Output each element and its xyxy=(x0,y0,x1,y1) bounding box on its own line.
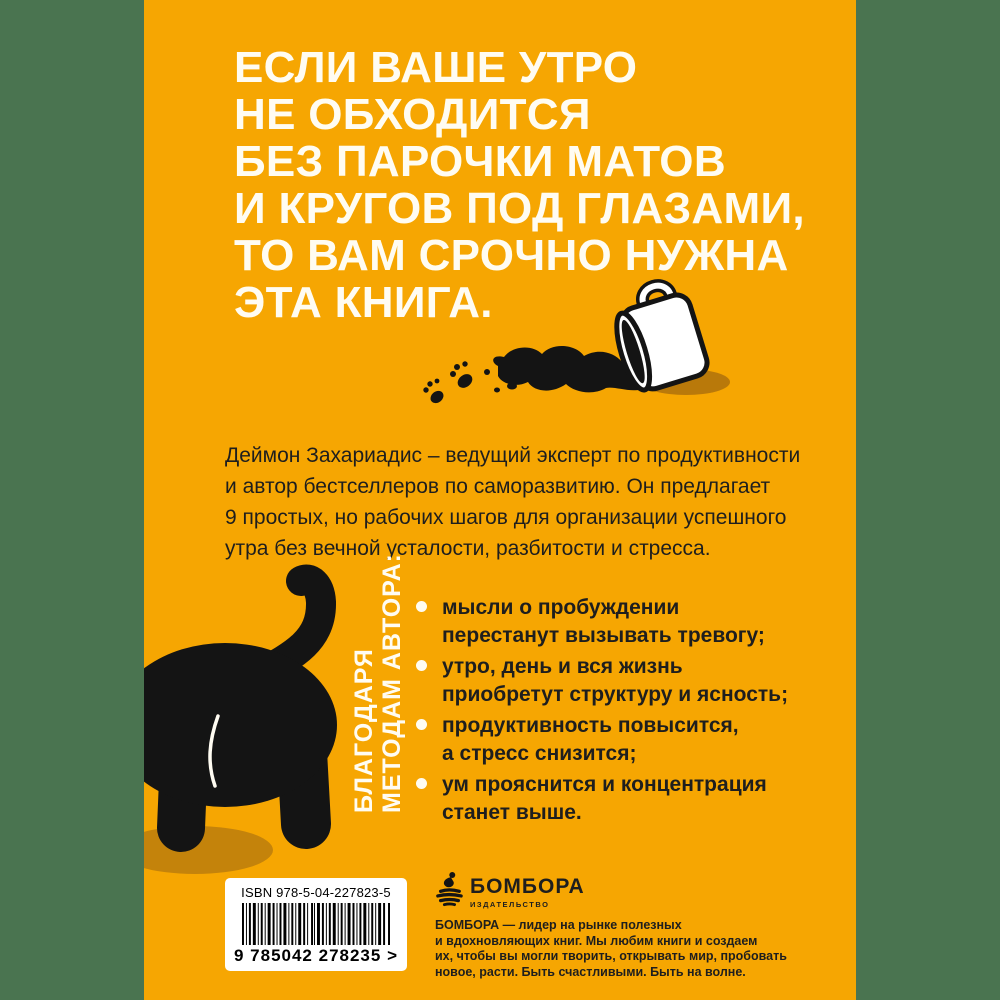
text-line: утро, день и вся жизнь xyxy=(442,655,683,678)
barcode-icon xyxy=(242,903,390,945)
spilled-coffee-mug-illustration xyxy=(390,272,740,412)
headline-line: ЕСЛИ ВАШЕ УТРО xyxy=(234,43,638,92)
benefits-list xyxy=(414,594,788,830)
barcode-number: 9 785042 278235 > xyxy=(233,946,398,965)
isbn-text: ISBN 978-5-04-227823-5 xyxy=(241,885,391,900)
bombora-logo-icon xyxy=(435,870,463,907)
text-line: Деймон Захариадис – ведущий эксперт по продуктивности xyxy=(225,444,801,467)
headline-line: ЭТА КНИГА. xyxy=(234,278,493,327)
text-line: новое, расти. Быть счастливыми. Быть на волне. xyxy=(435,964,746,979)
text-line: их, чтобы вы могли творить, открывать мир, пробовать xyxy=(435,949,787,963)
list-item xyxy=(414,771,788,826)
author-description xyxy=(225,440,800,564)
list-item xyxy=(414,594,788,649)
text-line: и автор бестселлеров по саморазвитию. Он предлагает xyxy=(225,475,771,498)
coffee-droplet xyxy=(507,383,517,390)
bullet-icon xyxy=(416,719,427,730)
list-item xyxy=(414,712,788,767)
text-line: ум прояснится и концентрация xyxy=(442,773,767,796)
publisher-tagline: ИЗДАТЕЛЬСТВО xyxy=(470,900,550,909)
text-line: а стресс снизится; xyxy=(442,741,637,765)
text-line: перестанут вызывать тревогу; xyxy=(442,623,765,647)
coffee-droplet xyxy=(484,369,490,375)
text-line: и вдохновляющих книг. Мы любим книги и создаем xyxy=(435,933,758,948)
cover-background xyxy=(144,0,856,1000)
headline-line: БЕЗ ПАРОЧКИ МАТОВ xyxy=(234,137,726,186)
text-line: продуктивность повысится, xyxy=(442,714,739,737)
publisher-block xyxy=(435,870,787,980)
bullet-icon xyxy=(416,601,427,612)
coffee-droplet xyxy=(494,388,500,393)
text-line: 9 простых, но рабочих шагов для организации успешного xyxy=(225,506,787,529)
bullet-icon xyxy=(416,778,427,789)
benefits-label-line: МЕТОДАМ АВТОРА: xyxy=(378,552,406,813)
benefits-label-line: БЛАГОДАРЯ xyxy=(350,648,378,813)
publisher-description xyxy=(435,918,787,980)
text-line: станет выше. xyxy=(442,800,582,824)
paw-prints-icon xyxy=(423,361,475,405)
headline-line: ТО ВАМ СРОЧНО НУЖНА xyxy=(234,231,789,280)
list-item xyxy=(414,653,788,708)
bullet-icon xyxy=(416,660,427,671)
barcode-panel xyxy=(225,878,407,971)
text-line: мысли о пробуждении xyxy=(442,596,680,619)
headline-line: И КРУГОВ ПОД ГЛАЗАМИ, xyxy=(234,184,805,233)
text-line: БОМБОРА — лидер на рынке полезных xyxy=(435,918,682,932)
benefits-label xyxy=(350,552,406,813)
publisher-name: БОМБОРА xyxy=(470,875,585,898)
publisher-header xyxy=(435,870,765,909)
headline-line: НЕ ОБХОДИТСЯ xyxy=(234,90,591,139)
text-line: приобретут структуру и ясность; xyxy=(442,682,789,706)
text-line: утра без вечной усталости, разбитости и стресса. xyxy=(225,537,711,560)
publisher-wordmark xyxy=(470,870,585,909)
